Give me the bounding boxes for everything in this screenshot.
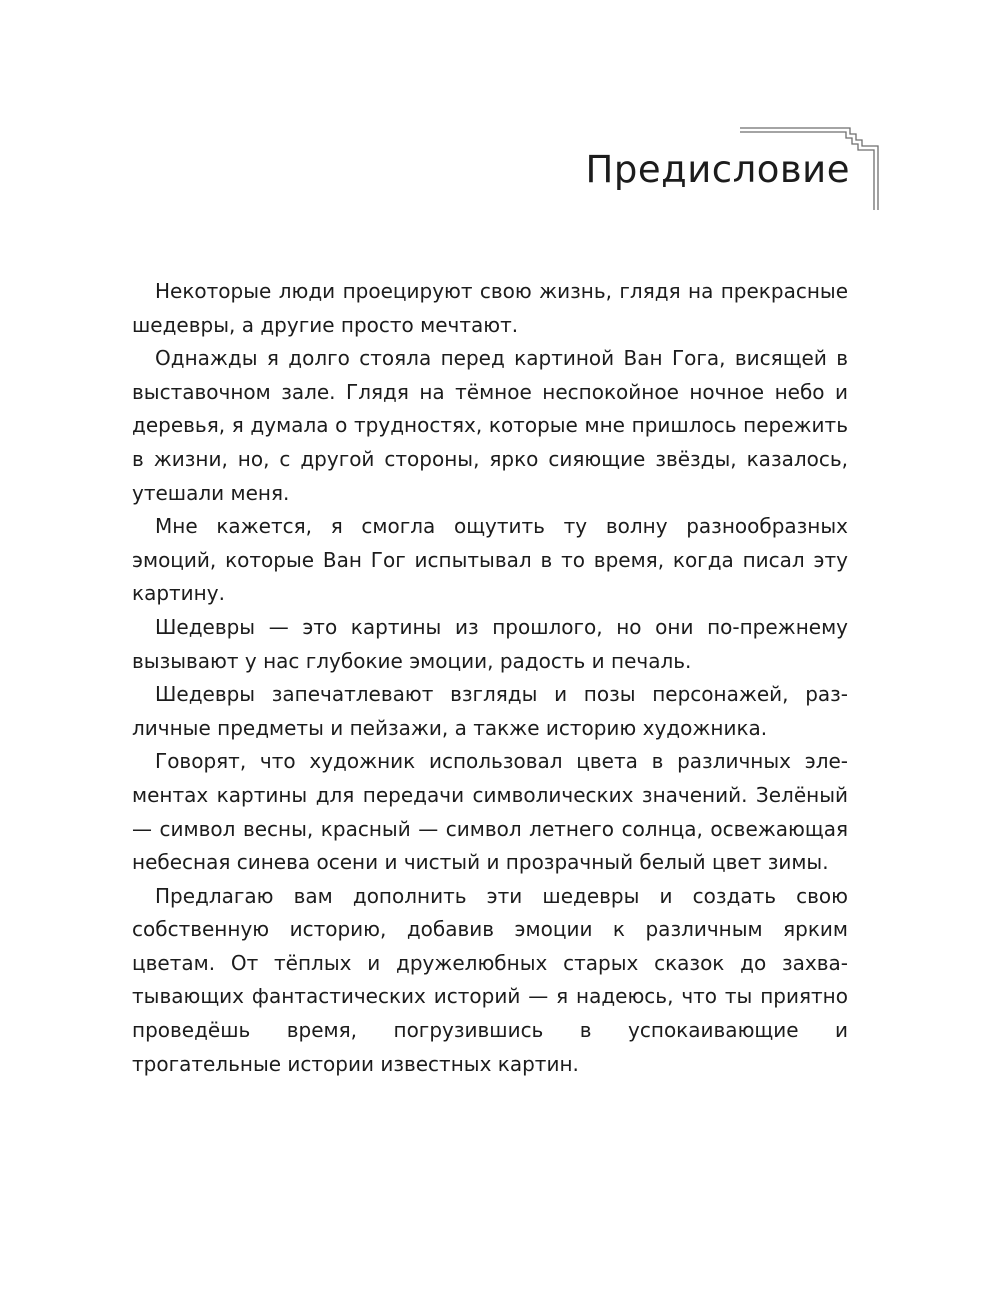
paragraph: Однажды я долго стояла перед картиной Ван Гога, висящей в выставочном зале. Глядя на тёмное неспокойное ночное небо и деревья, я думала о трудностях, которые мне пришлось пережить в жизни, но, с другой стороны, ярко сияющие звёзды, казалось, утешали меня.: [132, 346, 848, 505]
body-text: [132, 275, 848, 1081]
paragraph: Шедевры — это картины из прошлого, но они по-прежнему вызывают у нас глубокие эмоции, радость и печаль.: [132, 614, 848, 673]
paragraph: Мне кажется, я смогла ощутить ту волну разнообразных эмоций, которые Ван Гог испытывал в то время, когда писал эту картину.: [132, 514, 848, 606]
paragraph: Шедевры запечатлевают взгляды и позы персонажей, различные предметы и пейзажи, а также историю художника.: [132, 682, 848, 740]
paragraph: Говорят, что художник использовал цвета в различных элементах картины для передачи символических значений. Зелёный — символ весны, красный — символ летнего солнца, освежающая небесная синева осени и чистый и прозрачный белый цвет зимы.: [132, 749, 848, 875]
page-title: Предисловие: [585, 148, 850, 191]
paragraph: Предлагаю вам дополнить эти шедевры и создать свою собственную историю, добавив эмоции к различным ярким цветам. От тёплых и дружелюбных старых сказок до захватывающих фантастических историй — я надеюсь, что ты приятно проведёшь время, погрузившись в успокаивающие и трогательные истории известных картин.: [132, 883, 848, 1076]
paragraph: Некоторые люди проецируют свою жизнь, глядя на прекрасные шедевры, а другие просто мечтают.: [132, 279, 848, 337]
